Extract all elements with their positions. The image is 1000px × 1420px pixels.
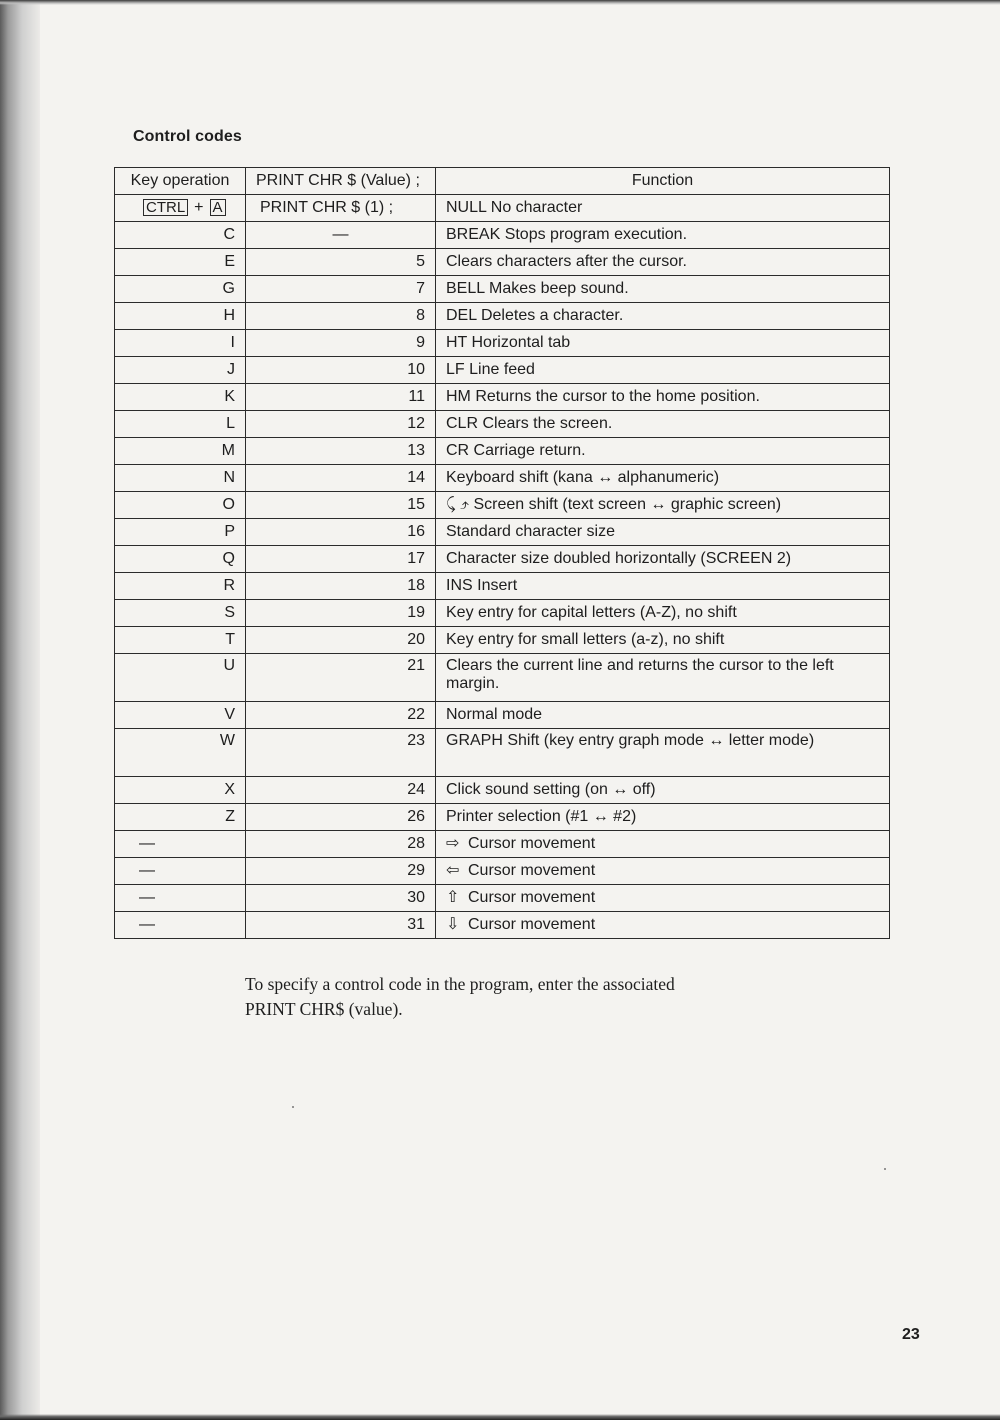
function-cell: Key entry for small letters (a-z), no shift [436,627,890,654]
key-cell: K [115,384,246,411]
key-cell: Q [115,546,246,573]
key-cell: T [115,627,246,654]
function-cell: BELL Makes beep sound. [436,276,890,303]
chr-cell: 17 [246,546,436,573]
paper-speck [884,1168,886,1170]
function-cell: Click sound setting (on ↔ off) [436,777,890,804]
chr-cell: 13 [246,438,436,465]
table-row [115,600,890,627]
key-cell: P [115,519,246,546]
key-cell: H [115,303,246,330]
chr-cell: 24 [246,777,436,804]
function-cell [436,831,890,858]
table-row [115,222,890,249]
chr-cell: — [246,222,436,249]
function-cell [436,912,890,939]
chr-cell: 5 [246,249,436,276]
key-cell: M [115,438,246,465]
binding-shadow [0,0,40,1420]
header-print-chr: PRINT CHR $ (Value) ; [246,168,436,195]
cursor-arrow-icon: ⇧ [446,889,460,906]
function-cell: HM Returns the cursor to the home position. [436,384,890,411]
chr-cell: 31 [246,912,436,939]
chr-cell: 30 [246,885,436,912]
function-cell: Printer selection (#1 ↔ #2) [436,804,890,831]
key-cell: C [115,222,246,249]
function-cell: GRAPH Shift (key entry graph mode ↔ letter mode) [436,729,890,777]
function-cell [436,858,890,885]
table-row [115,303,890,330]
cursor-arrow-icon: ⇦ [446,862,460,879]
page-number: 23 [902,1326,920,1343]
bottom-edge [0,1414,1000,1420]
function-cell: NULL No character [436,195,890,222]
table-row [115,804,890,831]
table-row [115,627,890,654]
table-row [115,702,890,729]
table-row [115,546,890,573]
key-cell: E [115,249,246,276]
key-cell: — [115,858,246,885]
key-cell: S [115,600,246,627]
usage-note-line-1: To specify a control code in the program, enter the associated [245,974,675,994]
table-row [115,276,890,303]
table-row [115,330,890,357]
key-cell: V [115,702,246,729]
table-row [115,195,890,222]
function-cell: Clears characters after the cursor. [436,249,890,276]
key-cell: Z [115,804,246,831]
key-cell: J [115,357,246,384]
a-keycap: A [210,199,226,216]
chr-cell: 22 [246,702,436,729]
chr-cell: 10 [246,357,436,384]
table-row [115,411,890,438]
table-row [115,465,890,492]
table-row [115,249,890,276]
key-cell: N [115,465,246,492]
table-row [115,777,890,804]
table-header-row [115,168,890,195]
chr-cell: 19 [246,600,436,627]
key-cell: R [115,573,246,600]
key-cell: X [115,777,246,804]
table-row [115,831,890,858]
function-cell: HT Horizontal tab [436,330,890,357]
function-cell: Clears the current line and returns the cursor to the left margin. [436,654,890,702]
cursor-arrow-icon: ⇨ [446,835,460,852]
table-row [115,384,890,411]
header-function: Function [436,168,890,195]
function-cell: Normal mode [436,702,890,729]
function-cell: ⤹ ⤴ Screen shift (text screen ↔ graphic screen) [436,492,890,519]
table-row [115,858,890,885]
chr-cell: 16 [246,519,436,546]
table-row [115,654,890,702]
cursor-arrow-icon: ⇩ [446,916,460,933]
table-row [115,912,890,939]
chr-cell: 8 [246,303,436,330]
key-cell: — [115,831,246,858]
key-cell: — [115,912,246,939]
ctrl-keycap: CTRL [143,199,188,216]
function-text: Cursor movement [468,862,596,879]
table-row [115,729,890,777]
key-cell [115,195,246,222]
function-cell: Key entry for capital letters (A-Z), no shift [436,600,890,627]
chr-cell: 7 [246,276,436,303]
control-codes-table [114,167,890,939]
chr-cell: 9 [246,330,436,357]
function-cell: DEL Deletes a character. [436,303,890,330]
table-row [115,573,890,600]
table-row [115,519,890,546]
key-cell: — [115,885,246,912]
function-cell: CR Carriage return. [436,438,890,465]
table-row [115,492,890,519]
function-cell: INS Insert [436,573,890,600]
paper-speck [292,1106,294,1108]
function-cell: BREAK Stops program execution. [436,222,890,249]
plus-sign: + [194,199,204,216]
chr-cell: 23 [246,729,436,777]
chr-cell: 14 [246,465,436,492]
function-cell: Standard character size [436,519,890,546]
chr-cell: 26 [246,804,436,831]
key-cell: W [115,729,246,777]
chr-cell: 12 [246,411,436,438]
key-cell: O [115,492,246,519]
chr-cell: 21 [246,654,436,702]
function-cell [436,885,890,912]
function-text: Cursor movement [468,916,596,933]
table-body [115,195,890,939]
function-text: Cursor movement [468,835,596,852]
header-key-operation: Key operation [115,168,246,195]
chr-cell: 15 [246,492,436,519]
top-edge [0,0,1000,5]
function-cell: LF Line feed [436,357,890,384]
chr-cell: 29 [246,858,436,885]
key-cell: U [115,654,246,702]
function-cell: CLR Clears the screen. [436,411,890,438]
key-cell: L [115,411,246,438]
chr-cell: 18 [246,573,436,600]
function-text: Cursor movement [468,889,596,906]
usage-note [245,972,805,1022]
key-cell: I [115,330,246,357]
chr-cell: 20 [246,627,436,654]
key-cell: G [115,276,246,303]
section-title: Control codes [133,128,242,145]
chr-cell: PRINT CHR $ (1) ; [246,195,436,222]
usage-note-line-2: PRINT CHR$ (value). [245,999,403,1019]
chr-cell: 11 [246,384,436,411]
table-row [115,885,890,912]
table-row [115,438,890,465]
table-row [115,357,890,384]
function-cell: Character size doubled horizontally (SCREEN 2) [436,546,890,573]
function-cell: Keyboard shift (kana ↔ alphanumeric) [436,465,890,492]
chr-cell: 28 [246,831,436,858]
